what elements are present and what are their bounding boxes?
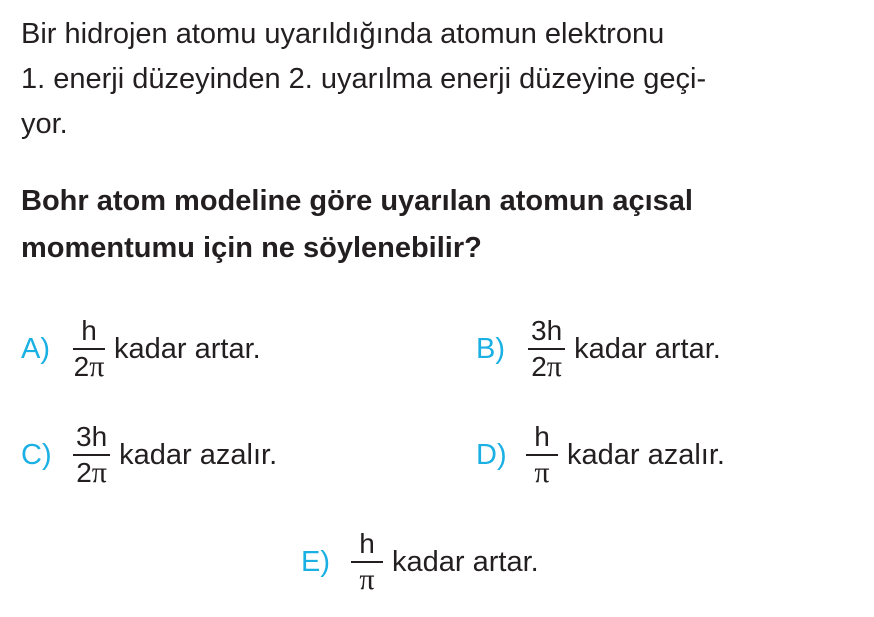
- fraction: [73, 316, 105, 383]
- option-text: kadar azalır.: [119, 438, 278, 471]
- option-b[interactable]: [476, 309, 721, 389]
- pi-symbol: π: [91, 455, 107, 489]
- fraction-denominator: [74, 350, 105, 383]
- option-e[interactable]: [301, 522, 539, 602]
- question-line-2: momentumu için ne söylenebilir?: [21, 232, 482, 264]
- denominator-coefficient: 2: [76, 456, 92, 488]
- option-letter: B): [476, 332, 505, 365]
- option-letter: D): [476, 438, 507, 471]
- question-prompt: [21, 178, 851, 272]
- question-line-1: Bohr atom modeline göre uyarılan atomun açısal: [21, 185, 693, 217]
- pi-symbol: π: [534, 455, 550, 489]
- pi-symbol: π: [546, 349, 562, 383]
- fraction: [526, 422, 558, 489]
- option-letter: C): [21, 438, 52, 471]
- fraction-denominator: [531, 350, 562, 383]
- option-letter: A): [21, 332, 50, 365]
- denominator-coefficient: 2: [531, 350, 547, 382]
- fraction-numerator: h: [73, 316, 105, 350]
- fraction-denominator: [359, 563, 374, 596]
- pi-symbol: π: [89, 349, 105, 383]
- option-d[interactable]: [476, 415, 725, 495]
- option-a[interactable]: [21, 309, 261, 389]
- stem-line-3: yor.: [21, 108, 68, 140]
- fraction: [351, 529, 383, 596]
- option-c[interactable]: [21, 415, 277, 495]
- denominator-coefficient: 2: [73, 350, 90, 382]
- fraction-numerator: 3h: [73, 422, 110, 456]
- fraction-numerator: h: [526, 422, 558, 456]
- fraction-numerator: 3h: [528, 316, 565, 350]
- option-text: kadar azalır.: [567, 438, 725, 471]
- fraction: [73, 422, 110, 489]
- option-text: kadar artar.: [574, 332, 721, 365]
- question-stem: [21, 12, 851, 147]
- pi-symbol: π: [359, 562, 375, 596]
- option-text: kadar artar.: [114, 332, 261, 365]
- option-letter: E): [301, 545, 330, 578]
- fraction-numerator: h: [351, 529, 383, 563]
- stem-line-2: 1. enerji düzeyinden 2. uyarılma enerji düzeyine geçi-: [21, 63, 707, 95]
- option-text: kadar artar.: [392, 545, 539, 578]
- fraction-denominator: [76, 456, 107, 489]
- stem-line-1: Bir hidrojen atomu uyarıldığında atomun elektronu: [21, 18, 665, 50]
- fraction-denominator: [534, 456, 549, 489]
- fraction: [528, 316, 565, 383]
